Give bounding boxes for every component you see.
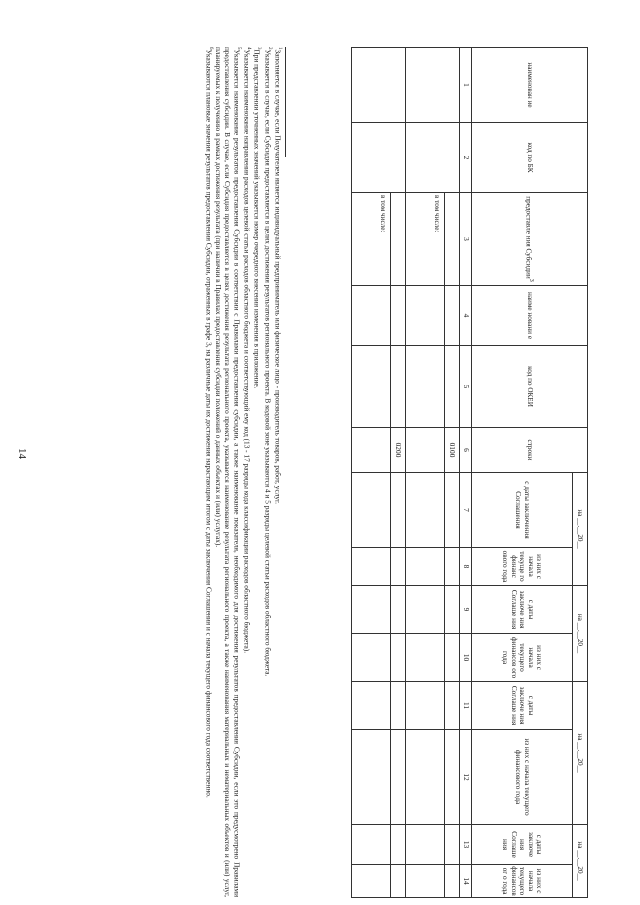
table-cell: [391, 473, 406, 548]
table-cell: [406, 586, 445, 634]
header-period-2: на __.__20__: [573, 586, 588, 682]
rotated-page-content: [8, 47, 588, 897]
table-cell: [352, 473, 391, 548]
results-table: [351, 47, 588, 898]
header-subsidy-purpose: предоставле ния Субсидии$^3$: [472, 193, 588, 286]
table-cell: [406, 825, 445, 865]
table-cell: [445, 682, 460, 730]
table-cell: [391, 286, 406, 346]
header-period-1: на __.__20__: [573, 473, 588, 586]
table-cell: [445, 286, 460, 346]
column-number: 3: [460, 193, 472, 286]
header-since-start-2: из них с начала текущего финансов ого года: [472, 634, 573, 682]
header-unit-name: наиме новани е: [472, 286, 588, 346]
column-number: 14: [460, 865, 472, 898]
column-number: 2: [460, 123, 472, 193]
page-number: 14: [16, 448, 28, 459]
in-total-label: в том числе:: [352, 193, 391, 286]
table-cell: [352, 123, 406, 193]
header-since-start-3: из них с начала текущего финансового года: [472, 730, 573, 825]
footnotes: [203, 47, 286, 897]
table-cell: [391, 346, 406, 428]
table-cell: [445, 634, 460, 682]
table-cell: [352, 346, 391, 428]
column-number: 6: [460, 428, 472, 473]
table-cell: [391, 586, 406, 634]
header-on-date-4: с даты заключе ния Соглаше ния: [472, 825, 573, 865]
table-cell: [352, 730, 391, 825]
column-number: 10: [460, 634, 472, 682]
column-number: 9: [460, 586, 472, 634]
header-row-code: строки: [472, 428, 588, 473]
table-cell: [352, 825, 391, 865]
table-cell: [406, 48, 460, 123]
column-number: 7: [460, 473, 472, 548]
table-cell: [352, 428, 391, 473]
column-number: 8: [460, 548, 472, 586]
table-cell: [391, 682, 406, 730]
footnote: $^2$Указывается в случае, если Субсидия предоставляется в целях достижения результатов регионального проекта. В кодовой зоне указываются 4 и 5 разряды целевой статьи расходов областного бюджета.: [263, 47, 273, 677]
header-bk-code: код по БК: [472, 123, 588, 193]
column-number: 13: [460, 825, 472, 865]
table-cell: [352, 48, 406, 123]
header-since-start-4: из них с начала текущего финансовог о года: [472, 865, 573, 898]
header-okei-code: код по ОКЕИ: [472, 346, 588, 428]
table-row: [391, 48, 406, 898]
footnote: $^1$Заполняется в случае, если Получателем является индивидуальный предприниматель или физическое лицо - производитель товаров, работ, услуг.: [273, 47, 283, 504]
row-code-cell: 0100: [445, 428, 460, 473]
table-cell: [445, 730, 460, 825]
table-cell: [445, 346, 460, 428]
footnote-divider: [285, 47, 286, 157]
column-number: 12: [460, 730, 472, 825]
table-row: [445, 48, 460, 898]
table-cell: [352, 548, 391, 586]
table-cell: [391, 730, 406, 825]
table-cell: [406, 428, 445, 473]
header-period-3: на __.__20__: [573, 682, 588, 825]
table-cell: [445, 825, 460, 865]
footnote: $^4$Указывается наименование направления расходов целевой статьи расходов областного бюджета и соответствующий ему код (13 - 17 разряды кода классификации расходов областного бюджета).: [242, 47, 252, 654]
header-on-date-1: с даты заключения Соглашения: [472, 473, 573, 548]
header-period-4: на __.__20__: [573, 825, 588, 898]
footnote: $^6$Указываются плановые значения результатов предоставления Субсидии, отраженных в графе 3, на различные даты их достижения нарастающим итогом с даты заключения Соглашения и с начала текущего финансового года соответственно.: [204, 47, 214, 798]
table-cell: [406, 286, 445, 346]
table-cell: [406, 730, 445, 825]
table-cell: [406, 346, 445, 428]
table-cell: [445, 473, 460, 548]
column-number: 11: [460, 682, 472, 730]
table-cell: [391, 634, 406, 682]
header-since-start-1: из них с начала текуще го финанс ового года: [472, 548, 573, 586]
table-cell: [445, 586, 460, 634]
column-number: 4: [460, 286, 472, 346]
footnote: $^3$При представлении уточненных значений указывается номер очередного внесения изменения в приложение.: [252, 47, 262, 389]
row-code-cell: 0200: [391, 428, 406, 473]
table-cell: [391, 865, 406, 898]
footnote: $^5$Указывается наименование результатов предоставления Субсидии в соответствии с Правилами предоставления субсидии, а также наименование показателя, необходимого для достижения результатов предоставления Субсидии, если это предусмотрено Правилами предоставления субсидии. В случае, если Субсидия предоставляется в целях достижения результата регионального проекта, указывается наименование результата регионального проекта, а также наименования материальных и нематериальных объектов и (или) услуг, планируемых к получению в рамках достижения результата (при наличии в Правилах предоставления субсидии положений о данных объектах и (или) услугах).: [214, 47, 242, 897]
table-cell: [406, 473, 445, 548]
table-cell: [445, 193, 460, 286]
table-cell: [352, 634, 391, 682]
table-cell: [391, 548, 406, 586]
table-cell: [445, 865, 460, 898]
table-cell: [352, 586, 391, 634]
in-total-label: в том числе:: [406, 193, 445, 286]
table-cell: [352, 865, 391, 898]
header-name: наименован ие: [472, 48, 588, 123]
table-cell: [352, 286, 391, 346]
column-number-row: [460, 48, 472, 898]
table-cell: [391, 825, 406, 865]
table-cell: [406, 682, 445, 730]
header-on-date-3: с даты заключе ния Соглаше ния: [472, 682, 573, 730]
table-cell: [445, 548, 460, 586]
table-cell: [352, 682, 391, 730]
column-number: 5: [460, 346, 472, 428]
header-on-date-2: с даты заключе ния Соглаше ния: [472, 586, 573, 634]
table-cell: [406, 548, 445, 586]
table-cell: [406, 123, 460, 193]
column-number: 1: [460, 48, 472, 123]
table-cell: [406, 634, 445, 682]
table-cell: [391, 193, 406, 286]
table-cell: [406, 865, 445, 898]
